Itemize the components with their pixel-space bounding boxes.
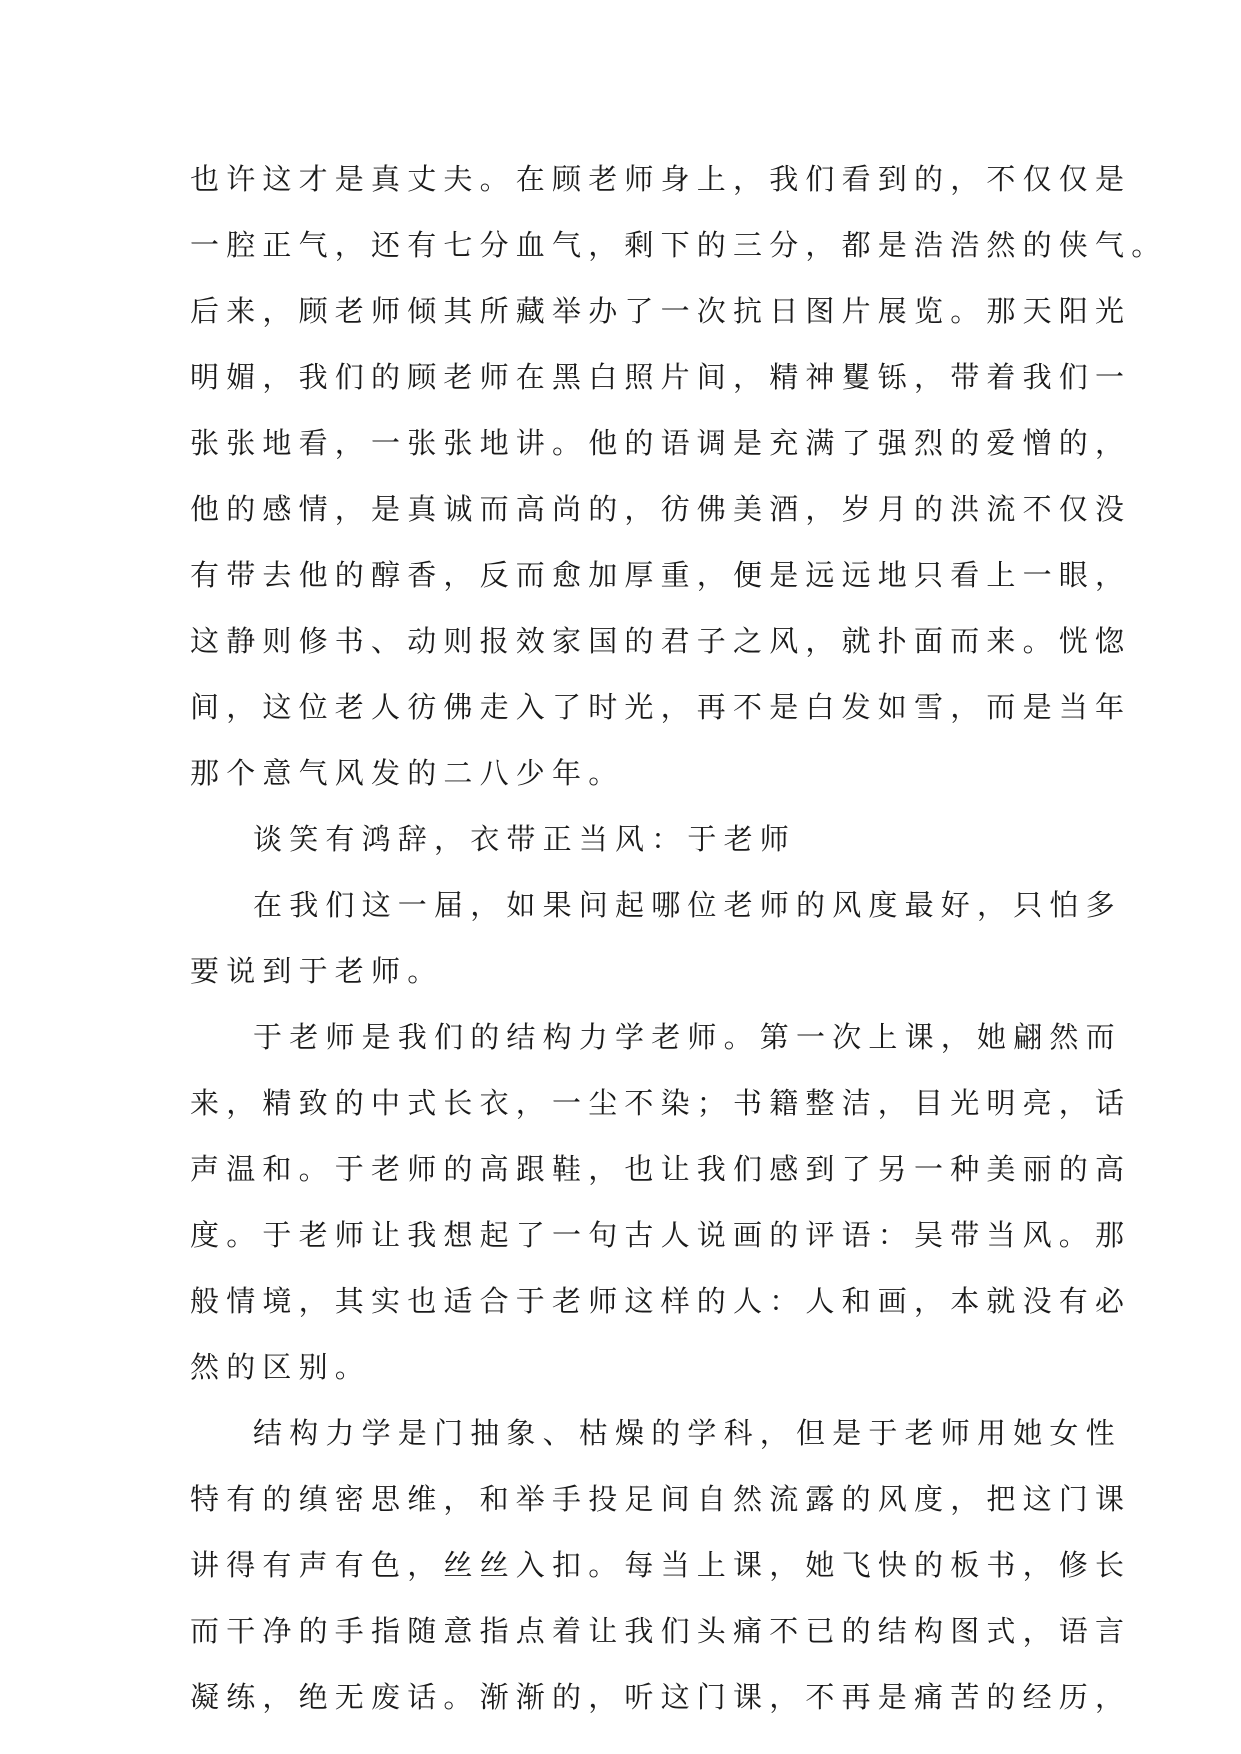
text-line: 特有的缜密思维，和举手投足间自然流露的风度，把这门课: [190, 1482, 1132, 1516]
text-line: 这静则修书、动则报效家国的君子之风，就扑面而来。恍惚: [190, 624, 1132, 658]
text-line: 而干净的手指随意指点着让我们头痛不已的结构图式，语言: [190, 1614, 1132, 1648]
text-line: 间，这位老人彷佛走入了时光，再不是白发如雪，而是当年: [190, 690, 1132, 724]
text-line: 也许这才是真丈夫。在顾老师身上，我们看到的，不仅仅是: [190, 162, 1132, 196]
paragraph-first-line: 在我们这一届，如果问起哪位老师的风度最好，只怕多: [253, 888, 1122, 922]
text-line: 讲得有声有色，丝丝入扣。每当上课，她飞快的板书，修长: [190, 1548, 1132, 1582]
text-line: 凝练，绝无废话。渐渐的，听这门课，不再是痛苦的经历，: [190, 1680, 1132, 1714]
text-line: 那个意气风发的二八少年。: [190, 756, 625, 790]
text-line: 后来，顾老师倾其所藏举办了一次抗日图片展览。那天阳光: [190, 294, 1132, 328]
text-line: 要说到于老师。: [190, 954, 444, 988]
text-line: 张张地看，一张张地讲。他的语调是充满了强烈的爱憎的，: [190, 426, 1132, 460]
paragraph-first-line: 于老师是我们的结构力学老师。第一次上课，她翩然而: [253, 1020, 1122, 1054]
text-line: 般情境，其实也适合于老师这样的人：人和画，本就没有必: [190, 1284, 1132, 1318]
text-line: 明媚，我们的顾老师在黑白照片间，精神矍铄，带着我们一: [190, 360, 1132, 394]
text-line: 他的感情，是真诚而高尚的，彷佛美酒，岁月的洪流不仅没: [190, 492, 1132, 526]
text-line: 然的区别。: [190, 1350, 372, 1384]
body-text: [190, 160, 1168, 1744]
text-line: 一腔正气，还有七分血气，剩下的三分，都是浩浩然的侠气。: [190, 228, 1168, 262]
text-line: 来，精致的中式长衣，一尘不染；书籍整洁，目光明亮，话: [190, 1086, 1132, 1120]
text-line: 有带去他的醇香，反而愈加厚重，便是远远地只看上一眼，: [190, 558, 1132, 592]
paragraph-first-line: 谈笑有鸿辞，衣带正当风：于老师: [253, 822, 797, 856]
paragraph-first-line: 结构力学是门抽象、枯燥的学科，但是于老师用她女性: [253, 1416, 1122, 1450]
text-line: 声温和。于老师的高跟鞋，也让我们感到了另一种美丽的高: [190, 1152, 1132, 1186]
text-line: 度。于老师让我想起了一句古人说画的评语：吴带当风。那: [190, 1218, 1132, 1252]
